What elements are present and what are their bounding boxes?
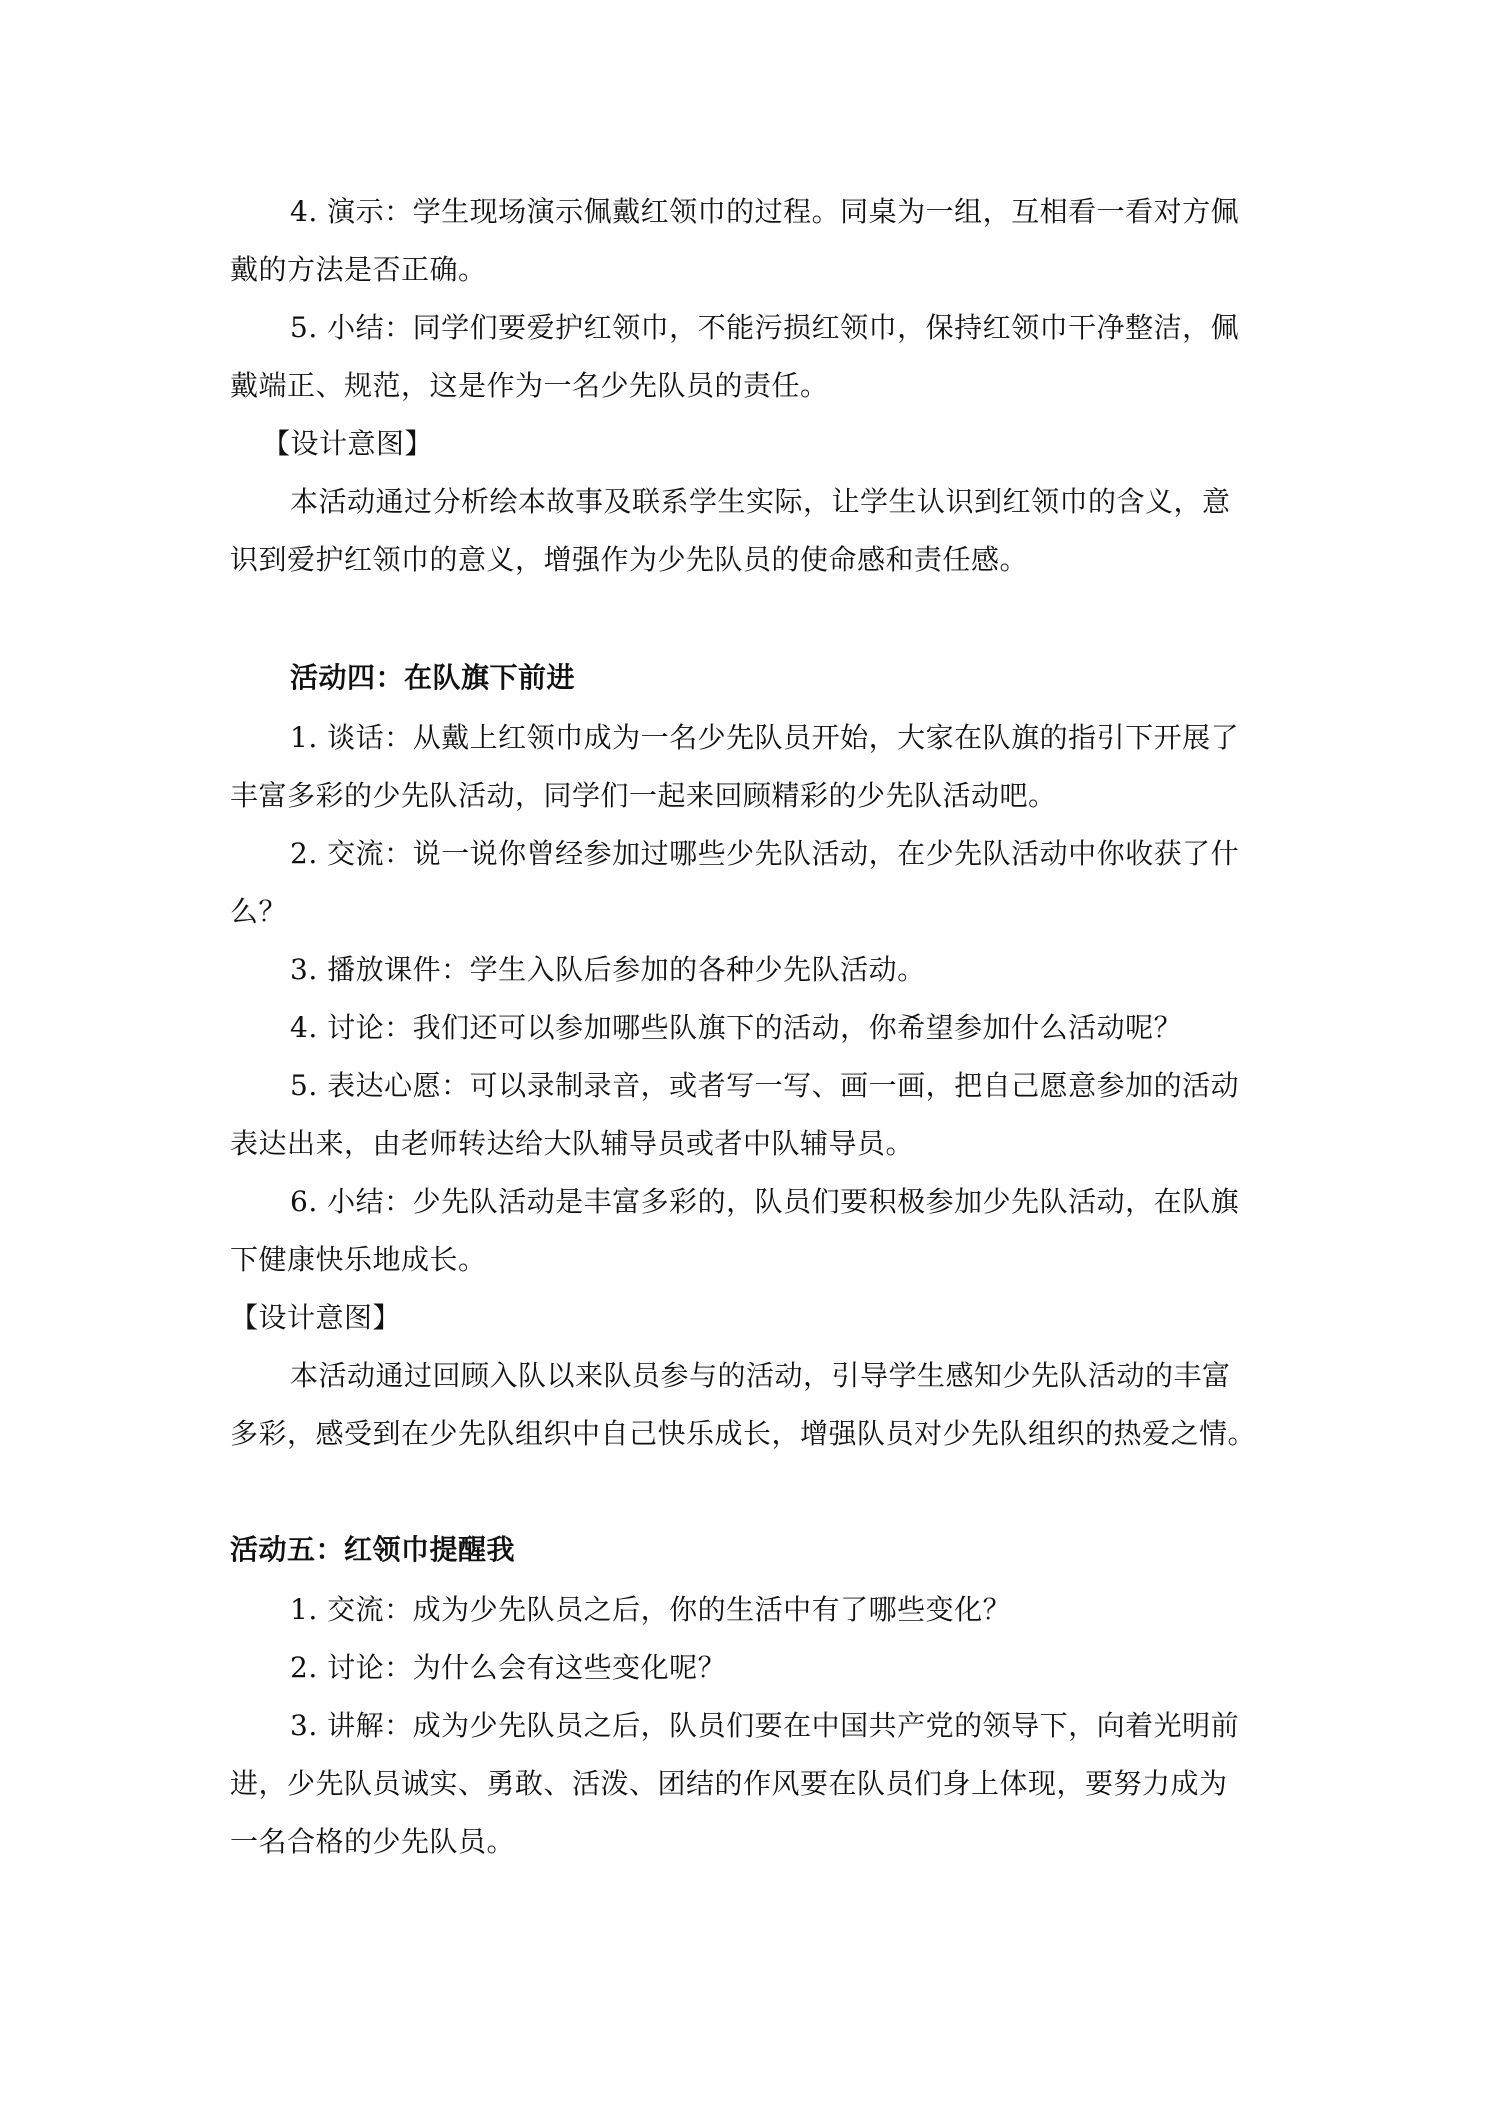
paragraph-line: 1. 交流：成为少先队员之后，你的生活中有了哪些变化？ bbox=[290, 1593, 1012, 1626]
paragraph-line: 4. 演示：学生现场演示佩戴红领巾的过程。同桌为一组，互相看一看对方佩 bbox=[290, 195, 1240, 228]
paragraph-line: 5. 表达心愿：可以录制录音，或者写一写、画一画，把自己愿意参加的活动 bbox=[290, 1069, 1240, 1102]
paragraph-line: 3. 讲解：成为少先队员之后，队员们要在中国共产党的领导下，向着光明前 bbox=[290, 1709, 1240, 1742]
paragraph-line: 进，少先队员诚实、勇敢、活泼、团结的作风要在队员们身上体现，要努力成为 bbox=[230, 1767, 1228, 1800]
paragraph-line: 识到爱护红领巾的意义，增强作为少先队员的使命感和责任感。 bbox=[230, 543, 1029, 576]
paragraph-line: 下健康快乐地成长。 bbox=[230, 1243, 487, 1276]
design-intent-heading: 【设计意图】 bbox=[262, 427, 434, 460]
paragraph-line: 4. 讨论：我们还可以参加哪些队旗下的活动，你希望参加什么活动呢？ bbox=[290, 1011, 1183, 1044]
paragraph-line: 么？ bbox=[230, 895, 288, 928]
paragraph-line: 表达出来，由老师转达给大队辅导员或者中队辅导员。 bbox=[230, 1127, 915, 1160]
paragraph-line: 本活动通过回顾入队以来队员参与的活动，引导学生感知少先队活动的丰富 bbox=[290, 1359, 1231, 1392]
paragraph-line: 本活动通过分析绘本故事及联系学生实际，让学生认识到红领巾的含义，意 bbox=[290, 485, 1231, 518]
paragraph-line: 多彩，感受到在少先队组织中自己快乐成长，增强队员对少先队组织的热爱之情。 bbox=[230, 1417, 1257, 1450]
paragraph-line: 2. 交流：说一说你曾经参加过哪些少先队活动，在少先队活动中你收获了什 bbox=[290, 837, 1240, 870]
paragraph-line: 一名合格的少先队员。 bbox=[230, 1825, 516, 1858]
design-intent-heading: 【设计意图】 bbox=[230, 1301, 402, 1334]
section-heading: 活动五：红领巾提醒我 bbox=[230, 1533, 516, 1566]
paragraph-line: 5. 小结：同学们要爱护红领巾，不能污损红领巾，保持红领巾干净整洁，佩 bbox=[290, 311, 1240, 344]
paragraph-line: 6. 小结：少先队活动是丰富多彩的，队员们要积极参加少先队活动，在队旗 bbox=[290, 1185, 1240, 1218]
section-heading: 活动四：在队旗下前进 bbox=[290, 661, 576, 694]
paragraph-line: 1. 谈话：从戴上红领巾成为一名少先队员开始，大家在队旗的指引下开展了 bbox=[290, 721, 1240, 754]
paragraph-line: 戴的方法是否正确。 bbox=[230, 253, 487, 286]
paragraph-line: 3. 播放课件：学生入队后参加的各种少先队活动。 bbox=[290, 953, 926, 986]
paragraph-line: 2. 讨论：为什么会有这些变化呢？ bbox=[290, 1651, 727, 1684]
paragraph-line: 戴端正、规范，这是作为一名少先队员的责任。 bbox=[230, 369, 829, 402]
paragraph-line: 丰富多彩的少先队活动，同学们一起来回顾精彩的少先队活动吧。 bbox=[230, 779, 1057, 812]
